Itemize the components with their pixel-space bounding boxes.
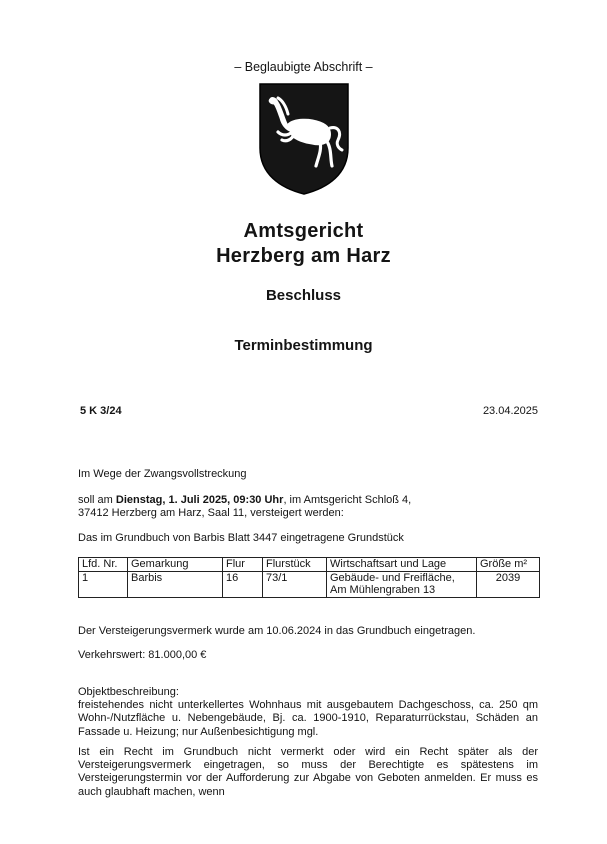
cell-wirtschaftsart: Gebäude- und Freifläche, Am Mühlengraben 13: [327, 571, 477, 597]
cell-lfd-nr: 1: [79, 571, 128, 597]
document-title: Terminbestimmung: [234, 337, 373, 354]
auction-datetime: Dienstag, 1. Juli 2025, 09:30 Uhr: [115, 494, 284, 506]
rights-notice: Ist ein Recht im Grundbuch nicht vermerkt oder wird ein Recht später als der Versteigerungsvermerk eingetragen, so muss der Berechtigte es spätestens im Versteigerungstermin vor der Aufforderung zur Abgabe von Geboten anmelden. Er muss es auch glaubhaft machen, wenn: [78, 746, 538, 798]
court-name-line1: Amtsgericht: [243, 220, 364, 242]
coat-of-arms-horse-icon: [258, 82, 350, 196]
object-description: [78, 686, 538, 739]
object-description-text: freistehendes nicht unterkellertes Wohnhaus mit ausgebautem Dachgeschoss, ca. 250 qm Wohn-/Nutzfläche u. Nebengebäude, Bj. ca. 1900-1910, Reparaturrückstau, Schäden an Fassade u. Heizung; nur Außenbesichtigung mgl.: [78, 699, 538, 738]
col-header-lfd-nr: Lfd. Nr.: [79, 558, 128, 572]
market-value: Verkehrswert: 81.000,00 €: [78, 649, 207, 661]
document-date: 23.04.2025: [482, 405, 538, 417]
cell-gemarkung: Barbis: [128, 571, 223, 597]
case-number: 5 K 3/24: [80, 405, 122, 417]
col-header-flurstueck: Flurstück: [263, 558, 327, 572]
col-header-gemarkung: Gemarkung: [128, 558, 223, 572]
decision-heading: Beschluss: [265, 287, 342, 304]
table-row: [79, 571, 540, 597]
intro-text: Im Wege der Zwangsvollstreckung: [78, 468, 247, 480]
cell-flur: 16: [223, 571, 263, 597]
object-description-title: Objektbeschreibung:: [78, 686, 179, 698]
court-name-line2: Herzberg am Harz: [216, 245, 391, 267]
register-note: Der Versteigerungsvermerk wurde am 10.06.2024 in das Grundbuch eingetragen.: [78, 625, 476, 637]
cell-groesse: 2039: [477, 571, 540, 597]
auction-address: 37412 Herzberg am Harz, Saal 11, versteigert werden:: [78, 507, 344, 520]
auction-date-paragraph: [78, 494, 548, 520]
cell-flurstueck: 73/1: [263, 571, 327, 597]
auction-prefix: soll am: [78, 494, 116, 506]
property-table: [78, 557, 540, 598]
certified-copy-header: – Beglaubigte Abschrift –: [234, 60, 373, 74]
land-register-text: Das im Grundbuch von Barbis Blatt 3447 eingetragene Grundstück: [78, 532, 404, 544]
col-header-flur: Flur: [223, 558, 263, 572]
col-header-wirtschaftsart: Wirtschaftsart und Lage: [327, 558, 477, 572]
auction-location: , im Amtsgericht Schloß 4,: [283, 494, 412, 506]
col-header-groesse: Größe m²: [477, 558, 540, 572]
table-header-row: [79, 558, 540, 572]
